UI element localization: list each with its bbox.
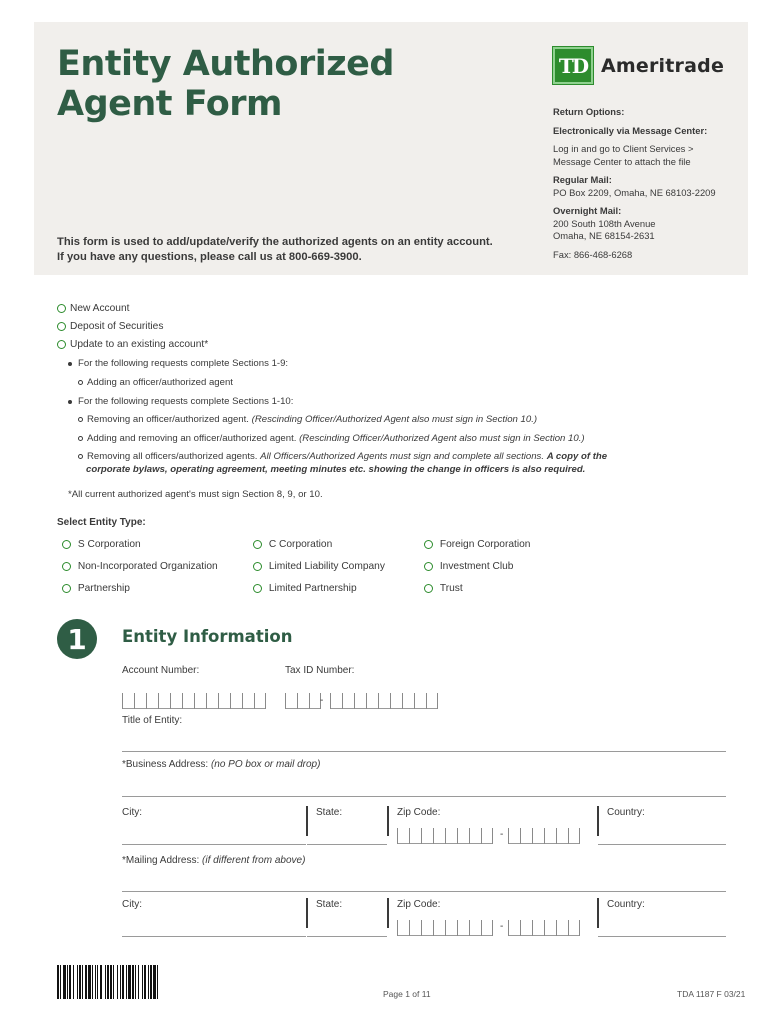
bullet-icon bbox=[68, 362, 72, 366]
radio-button[interactable] bbox=[57, 304, 66, 313]
radio-button[interactable] bbox=[253, 562, 262, 571]
form-id: TDA 1187 F 03/21 bbox=[677, 989, 746, 999]
city-label: City: bbox=[122, 807, 142, 818]
tax-id-separator: - bbox=[320, 695, 324, 706]
entity-option-foreign-corp[interactable]: Foreign Corporation bbox=[424, 538, 530, 551]
mailing-address-input[interactable] bbox=[122, 891, 726, 892]
radio-button[interactable] bbox=[253, 540, 262, 549]
zip-separator: - bbox=[500, 829, 504, 840]
zip-label: Zip Code: bbox=[397, 807, 441, 818]
country-input[interactable] bbox=[598, 844, 726, 845]
field-divider bbox=[306, 806, 308, 836]
city-input[interactable] bbox=[122, 844, 306, 845]
radio-button[interactable] bbox=[424, 584, 433, 593]
state-input[interactable] bbox=[307, 844, 387, 845]
state-label: State: bbox=[316, 807, 343, 818]
field-divider bbox=[306, 898, 308, 928]
title-of-entity-input[interactable] bbox=[122, 751, 726, 752]
adding-officer-item: Adding an officer/authorized agent bbox=[78, 376, 233, 389]
entity-option-investment-club[interactable]: Investment Club bbox=[424, 560, 513, 573]
entity-option-partnership[interactable]: Partnership bbox=[62, 582, 130, 595]
field-divider bbox=[597, 806, 599, 836]
state-input[interactable] bbox=[307, 936, 387, 937]
zip-separator: - bbox=[500, 921, 504, 932]
circle-bullet-icon bbox=[78, 454, 83, 459]
deposit-option[interactable]: Deposit of Securities bbox=[57, 320, 163, 333]
update-option[interactable]: Update to an existing account* bbox=[57, 338, 208, 351]
business-address-label: *Business Address: (no PO box or mail drop) bbox=[122, 759, 321, 770]
field-divider bbox=[387, 806, 389, 836]
city-label: City: bbox=[122, 899, 142, 910]
tax-id-input-part1[interactable] bbox=[285, 693, 324, 709]
tax-id-input-part2[interactable] bbox=[330, 693, 438, 709]
radio-button[interactable] bbox=[62, 562, 71, 571]
td-logo-icon: TD bbox=[553, 47, 593, 84]
adding-removing-item: Adding and removing an officer/authorized agent. (Rescinding Officer/Authorized Agent also must sign in Section 10.) bbox=[78, 432, 585, 445]
circle-bullet-icon bbox=[78, 417, 83, 422]
intro-text: This form is used to add/update/verify the authorized agents on an entity account. If you have any questions, please call us at 800-669-3900. bbox=[57, 236, 493, 263]
circle-bullet-icon bbox=[78, 380, 83, 385]
radio-button[interactable] bbox=[424, 562, 433, 571]
section-title: Entity Information bbox=[122, 627, 293, 646]
sections-1-9-note: For the following requests complete Sections 1-9: bbox=[68, 357, 288, 370]
entity-type-label: Select Entity Type: bbox=[57, 517, 146, 528]
footnote: *All current authorized agent's must sign Section 8, 9, or 10. bbox=[68, 489, 323, 500]
bullet-icon bbox=[68, 400, 72, 404]
section-number-badge: 1 bbox=[57, 619, 97, 659]
entity-option-non-incorporated[interactable]: Non-Incorporated Organization bbox=[62, 560, 218, 573]
zip-input-part2[interactable] bbox=[508, 828, 580, 844]
field-divider bbox=[387, 898, 389, 928]
entity-option-limited-partnership[interactable]: Limited Partnership bbox=[253, 582, 357, 595]
radio-button[interactable] bbox=[57, 322, 66, 331]
radio-button[interactable] bbox=[62, 540, 71, 549]
zip-input-part1[interactable] bbox=[397, 828, 493, 844]
account-number-label: Account Number: bbox=[122, 665, 200, 676]
barcode-bar bbox=[158, 965, 160, 999]
country-label: Country: bbox=[607, 899, 645, 910]
entity-option-c-corp[interactable]: C Corporation bbox=[253, 538, 332, 551]
page-number: Page 1 of 11 bbox=[383, 989, 431, 999]
business-address-input[interactable] bbox=[122, 796, 726, 797]
zip-input-part2[interactable] bbox=[508, 920, 580, 936]
radio-button[interactable] bbox=[57, 340, 66, 349]
title-of-entity-label: Title of Entity: bbox=[122, 715, 183, 726]
zip-input-part1[interactable] bbox=[397, 920, 493, 936]
tax-id-label: Tax ID Number: bbox=[285, 665, 355, 676]
sections-1-10-note: For the following requests complete Sections 1-10: bbox=[68, 395, 293, 408]
new-account-option[interactable]: New Account bbox=[57, 302, 129, 315]
page-title: Entity Authorized Agent Form bbox=[57, 44, 394, 124]
removing-officer-item: Removing an officer/authorized agent. (Rescinding Officer/Authorized Agent also must sign in Section 10.) bbox=[78, 413, 537, 426]
barcode bbox=[57, 965, 259, 999]
removing-all-item: Removing all officers/authorized agents. All Officers/Authorized Agents must sign and complete all sections. A copy of the bbox=[78, 450, 607, 463]
removing-all-continued: corporate bylaws, operating agreement, meeting minutes etc. showing the change in officers is also required. bbox=[86, 464, 586, 475]
country-input[interactable] bbox=[598, 936, 726, 937]
entity-option-trust[interactable]: Trust bbox=[424, 582, 463, 595]
account-number-input[interactable] bbox=[122, 693, 266, 709]
logo-text: Ameritrade bbox=[601, 54, 725, 77]
radio-button[interactable] bbox=[62, 584, 71, 593]
radio-button[interactable] bbox=[424, 540, 433, 549]
entity-option-llc[interactable]: Limited Liability Company bbox=[253, 560, 385, 573]
entity-option-s-corp[interactable]: S Corporation bbox=[62, 538, 141, 551]
radio-button[interactable] bbox=[253, 584, 262, 593]
state-label: State: bbox=[316, 899, 343, 910]
field-divider bbox=[597, 898, 599, 928]
mailing-address-label: *Mailing Address: (if different from above) bbox=[122, 855, 306, 866]
td-ameritrade-logo bbox=[553, 47, 724, 84]
country-label: Country: bbox=[607, 807, 645, 818]
city-input[interactable] bbox=[122, 936, 306, 937]
circle-bullet-icon bbox=[78, 436, 83, 441]
zip-label: Zip Code: bbox=[397, 899, 441, 910]
return-options: Return Options: Electronically via Message Center: Log in and go to Client Services > Message Center to attach the file Regular Mail: PO Box 2209, Omaha, NE 68103-2209 Overnight Mail: 200 South 108th Avenue Omaha, NE 68154-2631 Fax: 866-468-6268 bbox=[553, 106, 716, 260]
